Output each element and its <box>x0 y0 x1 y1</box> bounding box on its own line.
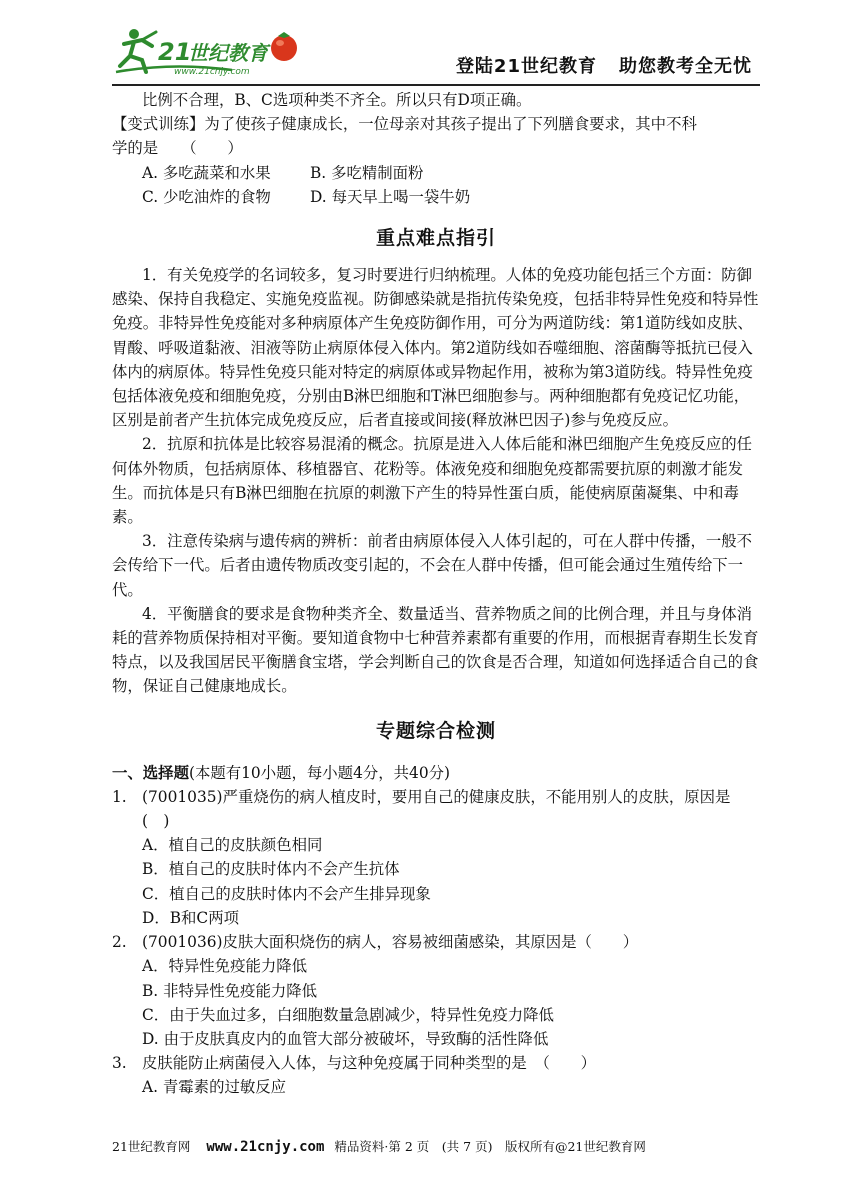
question-1-option-d: D．B和C两项 <box>142 908 239 927</box>
section-title-row-2 <box>112 699 760 761</box>
variant-training-line1: 【变式训练】为了使孩子健康成长，一位母亲对其孩子提出了下列膳食要求，其中不科 <box>112 115 697 134</box>
option-c: C. 少吃油炸的食物 <box>142 187 271 206</box>
section-title-row <box>112 209 760 263</box>
slogan-motto: 助您教考全无忧 <box>619 56 752 77</box>
logo-21cnjy-icon <box>112 22 312 82</box>
svg-text:世纪教育: 世纪教育 <box>188 41 268 65</box>
question-2-number: 2. <box>112 933 127 952</box>
question-3-stem: 皮肤能防止病菌侵入人体，与这种免疫属于同种类型的是 （ ） <box>142 1054 597 1073</box>
section-title-key-points: 重点难点指引 <box>375 226 496 249</box>
question-1-number: 1. <box>112 787 127 806</box>
svg-text:21: 21 <box>158 38 192 66</box>
question-3-number: 3. <box>112 1054 127 1073</box>
question-1-stem: (7001035)严重烧伤的病人植皮时，要用自己的健康皮肤，不能用别人的皮肤，原因是 <box>142 787 731 806</box>
variant-options-ab <box>112 161 760 185</box>
option-d: D. 每天早上喝一袋牛奶 <box>310 187 471 206</box>
question-1-option-c: C．植自己的皮肤时体内不会产生排异现象 <box>142 884 431 903</box>
footer-right: 精品资料·第 2 页 (共 7 页) 版权所有@21世纪教育网 <box>334 1139 646 1154</box>
part-heading <box>112 761 760 785</box>
key-point-2: 2．抗原和抗体是比较容易混淆的概念。抗原是进入人体后能和淋巴细胞产生免疫反应的任何体外物质，包括病原体、移植器官、花粉等。体液免疫和细胞免疫都需要抗原的刺激才能发生。而抗体是只有B淋巴细胞在抗原的刺激下产生的特异性蛋白质，能使病原菌凝集、中和毒素。 <box>112 435 753 527</box>
page-footer <box>112 1137 760 1155</box>
part-note: (本题有10小题，每小题4分，共40分) <box>188 763 451 782</box>
header-slogan <box>456 52 752 78</box>
question-1 <box>112 785 760 809</box>
footer-left: 21世纪教育网 <box>112 1139 191 1154</box>
question-2 <box>112 930 760 954</box>
key-point-4: 4．平衡膳食的要求是食物种类齐全、数量适当、营养物质之间的比例合理，并且与身体消耗的营养物质保持相对平衡。要知道食物中七种营养素都有重要的作用，而根据青春期生长发育特点，以及我国居民平衡膳食宝塔，学会判断自己的饮食是否合理，知道如何选择适合自己的食物，保证自己健康地成长。 <box>112 604 759 696</box>
question-2-option-a: A．特异性免疫能力降低 <box>142 957 308 976</box>
question-3 <box>112 1051 760 1075</box>
footer-site-link[interactable]: www.21cnjy.com <box>206 1139 325 1155</box>
page-content <box>112 88 760 1100</box>
variant-options-cd <box>112 185 760 209</box>
question-1-option-a: A．植自己的皮肤颜色相同 <box>142 836 323 855</box>
page-header <box>112 22 760 86</box>
question-2-option-d: D. 由于皮肤真皮内的血管大部分被破坏，导致酶的活性降低 <box>142 1029 549 1048</box>
key-point-3: 3．注意传染病与遗传病的辨析：前者由病原体侵入人体引起的，可在人群中传播，一般不会传给下一代。后者由遗传物质改变引起的，不会在人群中传播，但可能会通过生殖传给下一代。 <box>112 532 753 599</box>
svg-text:www.21cnjy.com: www.21cnjy.com <box>174 67 250 77</box>
question-1-paren: ( ) <box>142 812 170 831</box>
question-2-stem: (7001036)皮肤大面积烧伤的病人，容易被细菌感染，其原因是（ ） <box>142 933 639 952</box>
question-3-option-a: A. 青霉素的过敏反应 <box>142 1078 287 1097</box>
question-2-option-b: B. 非特异性免疫能力降低 <box>142 981 318 1000</box>
intro-line: 比例不合理，B、C选项种类不齐全。所以只有D项正确。 <box>142 91 532 109</box>
section-title-comprehensive-test: 专题综合检测 <box>375 720 496 743</box>
slogan-login: 登陆21世纪教育 <box>455 56 597 77</box>
part-label: 一、选择题 <box>112 763 189 782</box>
question-2-option-c: C．由于失血过多，白细胞数量急剧减少，特异性免疫力降低 <box>142 1005 554 1024</box>
key-point-1: 1．有关免疫学的名词较多，复习时要进行归纳梳理。人体的免疫功能包括三个方面：防御感染、保持自我稳定、实施免疫监视。防御感染就是指抗传染免疫，包括非特异性免疫和特异性免疫。非特异性免疫能对多种病原体产生免疫防御作用，可分为两道防线：第1道防线如皮肤、胃酸、呼吸道黏液、泪液等防止病原体侵入体内。第2道防线如吞噬细胞、溶菌酶等抵抗已侵入体内的病原体。特异性免疫只能对特定的病原体或异物起作用，被称为第3道防线。特异性免疫包括体液免疫和细胞免疫，分别由B淋巴细胞和T淋巴细胞参与。两种细胞都有免疫记忆功能，区别是前者产生抗体完成免疫反应，后者直接或间接(释放淋巴因子)参与免疫反应。 <box>112 266 759 430</box>
option-a: A. 多吃蔬菜和水果 <box>142 163 271 182</box>
question-1-option-b: B．植自己的皮肤时体内不会产生抗体 <box>142 860 400 879</box>
variant-training-line2: 学的是 （ ） <box>112 139 243 158</box>
option-b: B. 多吃精制面粉 <box>310 163 424 182</box>
